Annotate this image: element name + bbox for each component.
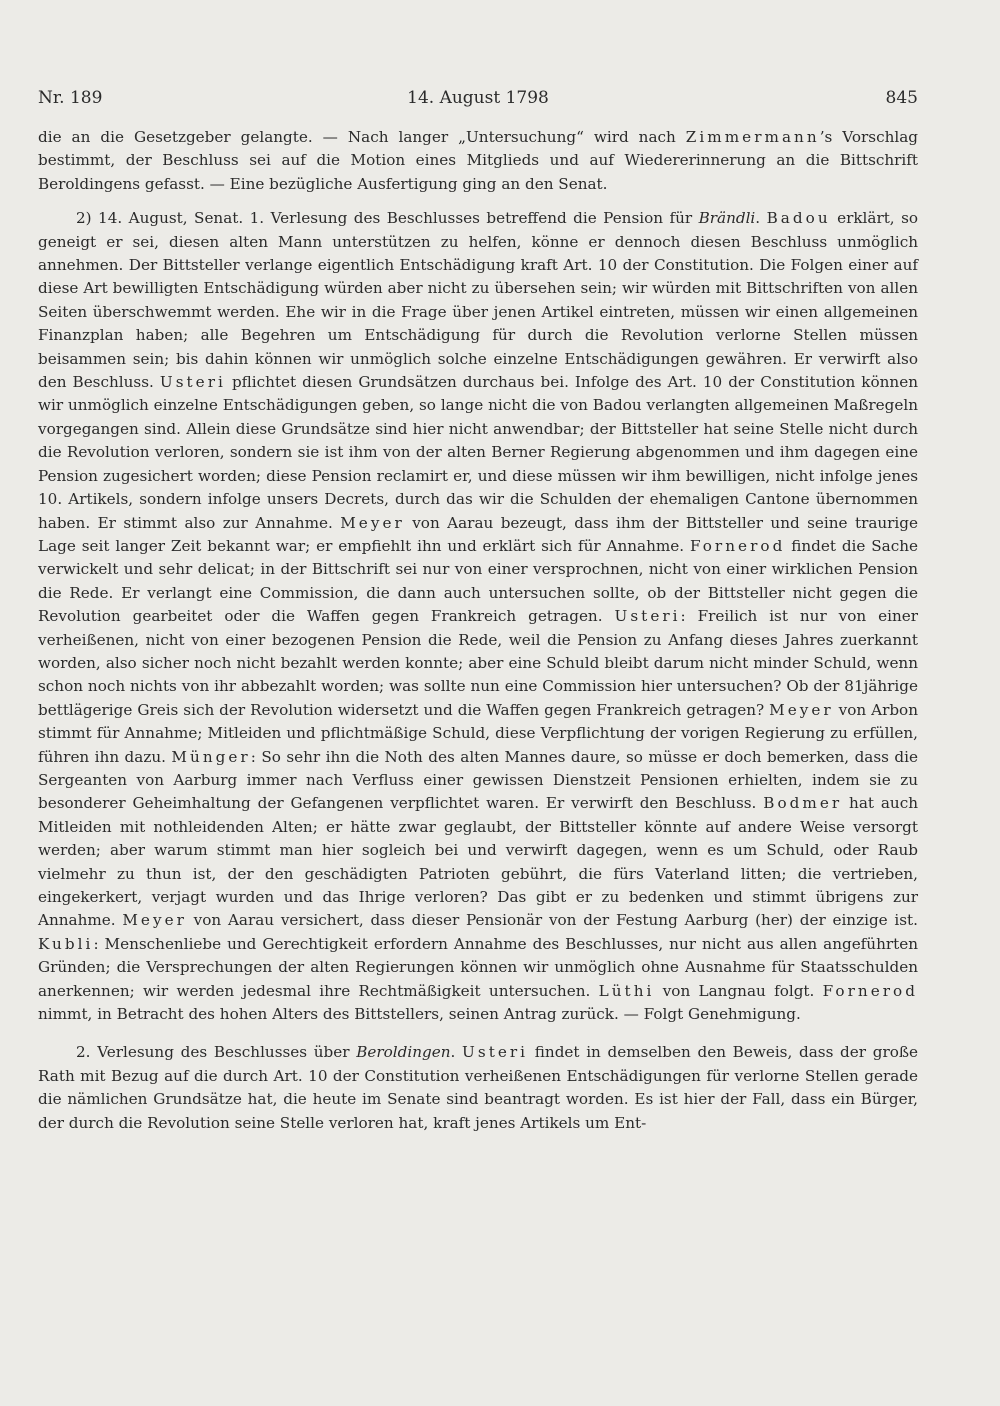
text-run: hat auch Mitleiden mit nothleidenden Alten; er hätte zwar geglaubt, der Bittsteller könnte auf andere Weise versorgt werden; aber warum stimmt man hier sogleich bei und verwirft dagegen, wenn es um Schuld, oder Raub vielmehr zu thun ist, der den geschädigten Patrioten gebührt, die fürs Vaterland litten; die vertrieben, eingekerkert, verjagt wurden und das Ihrige verloren? Das gibt er zu bedenken und stimmt übrigens zur Annahme. — [38, 794, 919, 930]
text-run: . — [450, 1043, 463, 1062]
speaker-name: Lüthi — [598, 981, 655, 1000]
body-text — [38, 126, 918, 1135]
text-run: pflichtet diesen Grundsätzen durchaus bei. Infolge des Art. 10 der Constitution können wir unmöglich einzelne Entschädigungen geben, so lange nicht die von Badou verlangten allgemeinen Maßregeln vorgegangen sind. Allein diese Grundsätze sind hier nicht anwendbar; der Bittsteller hat seine Stelle nicht durch die Revolution verloren, sondern sie ist ihm von der alten Berner Regierung abgenommen und ihm dagegen eine Pension zugesichert worden; diese Pension reclamirt er, und diese müssen wir ihm bewilligen, nicht infolge jenes 10. Artikels, sondern infolge unsers Decrets, durch das wir die Schulden der ehemaligen Cantone übernommen haben. Er stimmt also zur Annahme. — [38, 373, 918, 532]
speaker-name: Fornerod — [822, 981, 918, 1000]
text-run: findet in demselben den Beweis, dass der große Rath mit Bezug auf die durch Art. 10 der Constitution verheißenen Entschädigungen für verlorne Stellen gerade die nämlichen Grundsätze hat, die heute im Senate sind beantragt worden. Es ist hier der Fall, dass ein Bürger, der durch die Revolution seine Stelle verloren hat, kraft jenes Artikels um Ent- — [38, 1043, 918, 1132]
text-run: : Freilich ist nur von einer verheißenen, nicht von einer bezogenen Pension die Rede, weil die Pension zu Anfang dieses Jahres zuerkannt worden, also sicher noch nicht bezahlt werden konnte; aber eine Schuld bleibt darum nicht minder Schuld, wenn schon noch nichts von ihr abbezahlt worden; was sollte nun eine Commission hier untersuchen? Ob der 81jährige bettlägerige Greis sich der Revolution widersetzt und die Waffen gegen Frankreich getragen? — [38, 607, 918, 719]
speaker-name: Usteri — [159, 373, 226, 392]
paragraph-2 — [38, 207, 918, 1026]
text-run: von Arbon stimmt für Annahme; Mitleiden und pflichtmäßige Schuld, diese Verpflichtung der vorigen Regierung zu erfüllen, führen ihn dazu. — [38, 700, 918, 766]
text-run: von Aarau versichert, dass dieser Pensionär von der Festung Aarburg (her) der einzige ist. — [186, 911, 918, 930]
speaker-name: Usteri — [462, 1043, 529, 1062]
page-number: 845 — [885, 88, 918, 108]
italic-name: Beroldingen — [356, 1043, 451, 1062]
header-date: 14. August 1798 — [407, 88, 549, 108]
text-run: von Aarau bezeugt, dass ihm der Bittsteller und seine traurige Lage seit langer Zeit bekannt war; er empfiehlt ihn und erklärt sich für Annahme. — [38, 513, 919, 555]
paragraph-1 — [38, 126, 918, 196]
text-run: : Menschenliebe und Gerechtigkeit erfordern Annahme des Beschlusses, nur nicht aus allen angeführten Gründen; die Versprechungen der alten Regierungen können wir unmöglich ohne Ausnahme für Staatsschulden anerkennen; wir werden jedesmal ihre Rechtmäßigkeit untersuchen. — [38, 934, 918, 1000]
speaker-name: Münger — [171, 747, 251, 766]
text-run: 2) 14. August, Senat. 1. Verlesung des Beschlusses betreffend die Pension für — [76, 209, 699, 228]
speaker-name: Meyer — [340, 513, 405, 532]
document-number: Nr. 189 — [38, 88, 103, 108]
speaker-name: Meyer — [122, 911, 187, 930]
text-run: 2. Verlesung des Beschlusses über — [76, 1043, 357, 1062]
speaker-name: Zimmermann — [685, 128, 820, 146]
italic-name: Brändli — [698, 209, 756, 228]
text-run: von Langnau folgt. — [654, 981, 823, 1000]
speaker-name: Kubli — [38, 934, 94, 953]
text-run: . — [755, 209, 767, 228]
speaker-name: Badou — [766, 209, 831, 228]
text-run: : So sehr ihn die Noth des alten Mannes daure, so müsse er doch bemerken, dass die Sergeanten von Aarburg immer nach Verfluss einer gewissen Dienstzeit Pensionen erhielten, indem sie zu besonderer Geheimhaltung der Gefangenen verpflichtet waren. Er verwirft den Beschluss. — [38, 747, 918, 813]
speaker-name: Bodmer — [763, 794, 843, 813]
page-header — [38, 88, 918, 118]
speaker-name: Usteri — [614, 607, 681, 626]
paragraph-3 — [38, 1041, 918, 1135]
text-run: erklärt, so geneigt er sei, diesen alten Mann unterstützen zu helfen, könne er dennoch diesen Beschluss unmöglich annehmen. Der Bittsteller verlange eigentlich Entschädigung kraft Art. 10 der Constitution. Die Folgen einer auf diese Art bewilligten Entschädigung würden aber nicht zu übersehen sein; wir würden mit Bittschriften von allen Seiten überschwemmt werden. Ehe wir in die Frage über jenen Artikel eintreten, müssen wir einen allgemeinen Finanzplan haben; alle Begehren um Entschädigung für durch die Revolution verlorne Stellen müssen beisammen sein; bis dahin können wir unmöglich solche einzelne Entschädigungen gewähren. Er verwirft also den Beschluss. — [38, 209, 919, 392]
text-run: ’s Vorschlag bestimmt, der Beschluss sei auf die Motion eines Mitglieds und auf Wiedererinnerung an die Bittschrift Beroldingens gefasst. — Eine bezügliche Ausfertigung ging an den Senat. — [38, 128, 918, 193]
text-run: nimmt, in Betracht des hohen Alters des Bittstellers, seinen Antrag zurück. — Folgt Genehmigung. — [38, 1005, 801, 1024]
text-run: findet die Sache verwickelt und sehr delicat; in der Bittschrift sei nur von einer versprochnen, nicht von einer wirklichen Pension die Rede. Er verlangt eine Commission, die dann auch untersuchen sollte, ob der Bittsteller nicht gegen die Revolution gearbeitet oder die Waffen gegen Frankreich getragen. — [38, 536, 918, 626]
speaker-name: Meyer — [769, 700, 834, 719]
speaker-name: Fornerod — [690, 536, 786, 555]
text-run: die an die Gesetzgeber gelangte. — Nach langer „Untersuchung“ wird nach — [38, 128, 686, 146]
